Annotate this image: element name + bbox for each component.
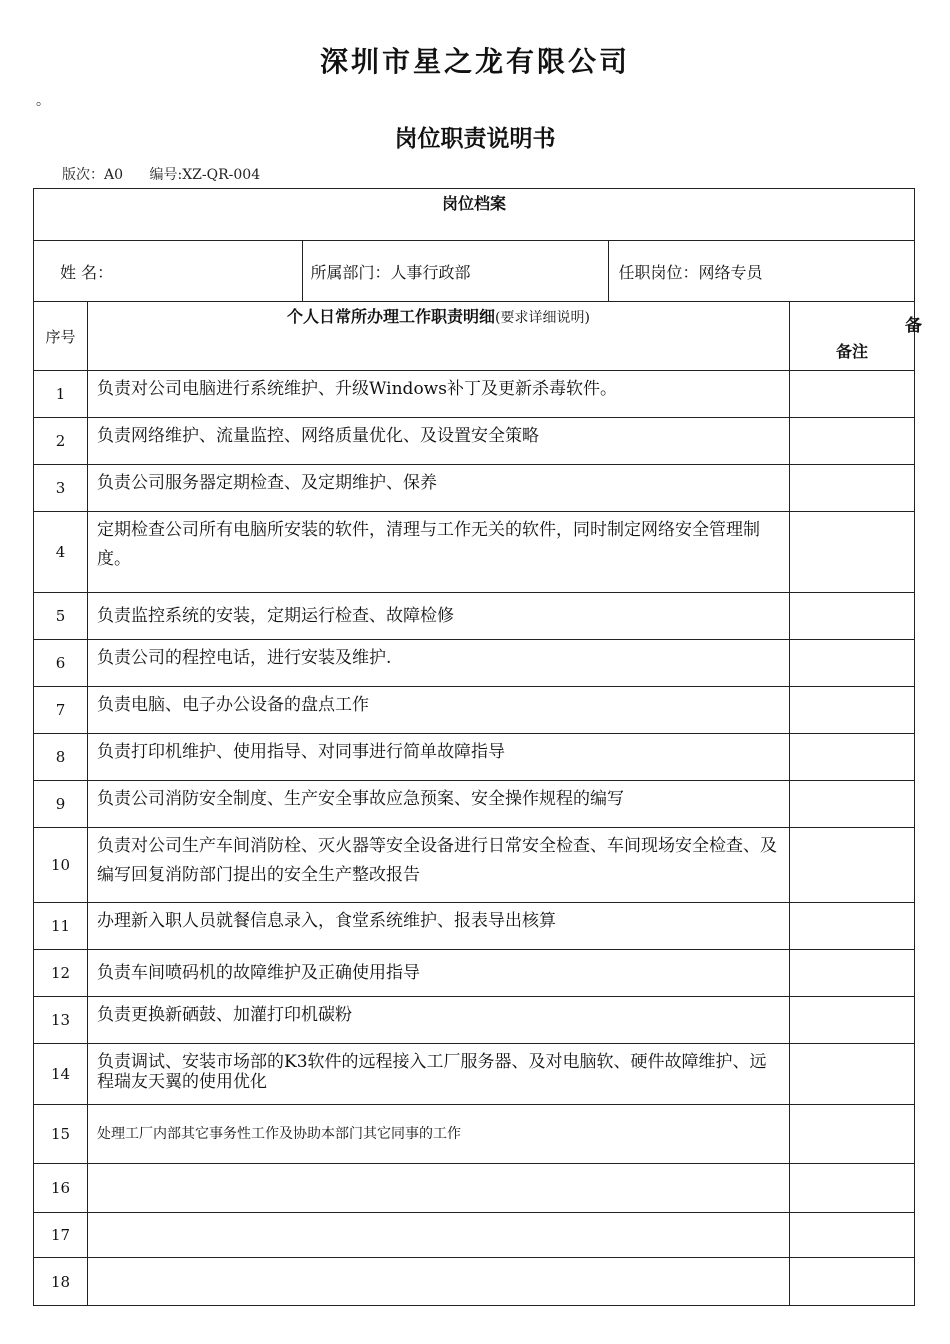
stray-mark: 。 — [36, 93, 50, 109]
remark-cell — [790, 781, 915, 828]
column-header-no: 序号 — [34, 302, 88, 371]
remark-cell — [790, 593, 915, 640]
duty-description: 负责对公司生产车间消防栓、灭火器等安全设备进行日常安全检查、车间现场安全检查、及编写回复消防部门提出的安全生产整改报告 — [88, 828, 790, 903]
row-number: 6 — [34, 640, 88, 687]
table-row — [34, 418, 915, 465]
duty-description: 负责打印机维护、使用指导、对同事进行简单故障指导 — [88, 734, 790, 781]
row-number: 1 — [34, 371, 88, 418]
remark-cell — [790, 734, 915, 781]
duty-description: 办理新入职人员就餐信息录入，食堂系统维护、报表导出核算 — [88, 903, 790, 950]
row-number: 7 — [34, 687, 88, 734]
row-number: 2 — [34, 418, 88, 465]
duty-description — [88, 1213, 790, 1258]
table-row — [34, 1044, 915, 1105]
remark-cell — [790, 1105, 915, 1164]
duty-description: 负责公司的程控电话，进行安装及维护. — [88, 640, 790, 687]
company-name: 深圳市星之龙有限公司 — [319, 45, 630, 78]
duty-description — [88, 1164, 790, 1213]
remark-cell — [790, 465, 915, 512]
duty-description: 负责电脑、电子办公设备的盘点工作 — [88, 687, 790, 734]
document-title: 岗位职责说明书 — [394, 125, 556, 152]
department-field: 所属部门：人事行政部 — [302, 241, 608, 301]
row-number: 3 — [34, 465, 88, 512]
code-label: 编号:XZ-QR-004 — [149, 167, 261, 183]
remark-cell — [790, 997, 915, 1044]
column-header-remark: 备注 — [790, 302, 915, 371]
table-row — [34, 781, 915, 828]
row-number: 15 — [34, 1105, 88, 1164]
table-row — [34, 1258, 915, 1306]
table-row — [34, 465, 915, 512]
position-field: 任职岗位：网络专员 — [618, 262, 763, 282]
row-number: 18 — [34, 1258, 88, 1306]
table-row — [34, 371, 915, 418]
remark-cell — [790, 418, 915, 465]
table-row — [34, 997, 915, 1044]
remark-cell — [790, 687, 915, 734]
table-row — [34, 640, 915, 687]
duty-description: 负责调试、安装市场部的K3软件的远程接入工厂服务器、及对电脑软、硬件故障维护、远程瑞友天翼的使用优化 — [88, 1044, 790, 1105]
duty-description: 负责监控系统的安装，定期运行检查、故障检修 — [88, 593, 790, 640]
duty-description: 定期检查公司所有电脑所安装的软件，清理与工作无关的软件，同时制定网络安全管理制度。 — [88, 512, 790, 593]
column-header-desc — [88, 302, 790, 371]
remark-cell — [790, 1164, 915, 1213]
duty-description: 负责对公司电脑进行系统维护、升级Windows补丁及更新杀毒软件。 — [88, 371, 790, 418]
remark-cell — [790, 640, 915, 687]
version-label: 版次：A0 — [62, 167, 124, 183]
duty-description: 负责更换新硒鼓、加灌打印机碳粉 — [88, 997, 790, 1044]
duty-description: 负责车间喷码机的故障维护及正确使用指导 — [88, 950, 790, 997]
row-number: 14 — [34, 1044, 88, 1105]
table-row — [34, 1213, 915, 1258]
table-row — [34, 828, 915, 903]
row-number: 16 — [34, 1164, 88, 1213]
remark-cell — [790, 371, 915, 418]
table-banner: 岗位档案 — [34, 189, 915, 241]
duty-description: 负责公司服务器定期检查、及定期维护、保养 — [88, 465, 790, 512]
remark-cell — [790, 1258, 915, 1306]
duty-description — [88, 1258, 790, 1306]
duty-description: 处理工厂内部其它事务性工作及协助本部门其它同事的工作 — [88, 1105, 790, 1164]
table-row — [34, 687, 915, 734]
row-number: 4 — [34, 512, 88, 593]
column-header-desc-title: 个人日常所办理工作职责明细 — [287, 307, 496, 326]
row-number: 17 — [34, 1213, 88, 1258]
remark-cell — [790, 950, 915, 997]
row-number: 12 — [34, 950, 88, 997]
table-row — [34, 512, 915, 593]
remark-overflow-text: 备 — [905, 316, 922, 336]
row-number: 5 — [34, 593, 88, 640]
table-row — [34, 1164, 915, 1213]
duty-description: 负责网络维护、流量监控、网络质量优化、及设置安全策略 — [88, 418, 790, 465]
remark-cell — [790, 903, 915, 950]
duty-description: 负责公司消防安全制度、生产安全事故应急预案、安全操作规程的编写 — [88, 781, 790, 828]
column-header-desc-note: (要求详细说明) — [495, 310, 590, 326]
name-field: 姓 名： — [34, 241, 302, 301]
remark-cell — [790, 1044, 915, 1105]
info-strip — [34, 241, 915, 301]
job-duty-table — [33, 188, 915, 1306]
remark-cell — [790, 1213, 915, 1258]
row-number: 13 — [34, 997, 88, 1044]
row-number: 8 — [34, 734, 88, 781]
table-row — [34, 734, 915, 781]
table-row — [34, 593, 915, 640]
table-row — [34, 1105, 915, 1164]
version-line — [62, 164, 282, 184]
row-number: 11 — [34, 903, 88, 950]
row-number: 10 — [34, 828, 88, 903]
row-number: 9 — [34, 781, 88, 828]
table-row — [34, 950, 915, 997]
remark-cell — [790, 512, 915, 593]
remark-cell — [790, 828, 915, 903]
table-row — [34, 903, 915, 950]
